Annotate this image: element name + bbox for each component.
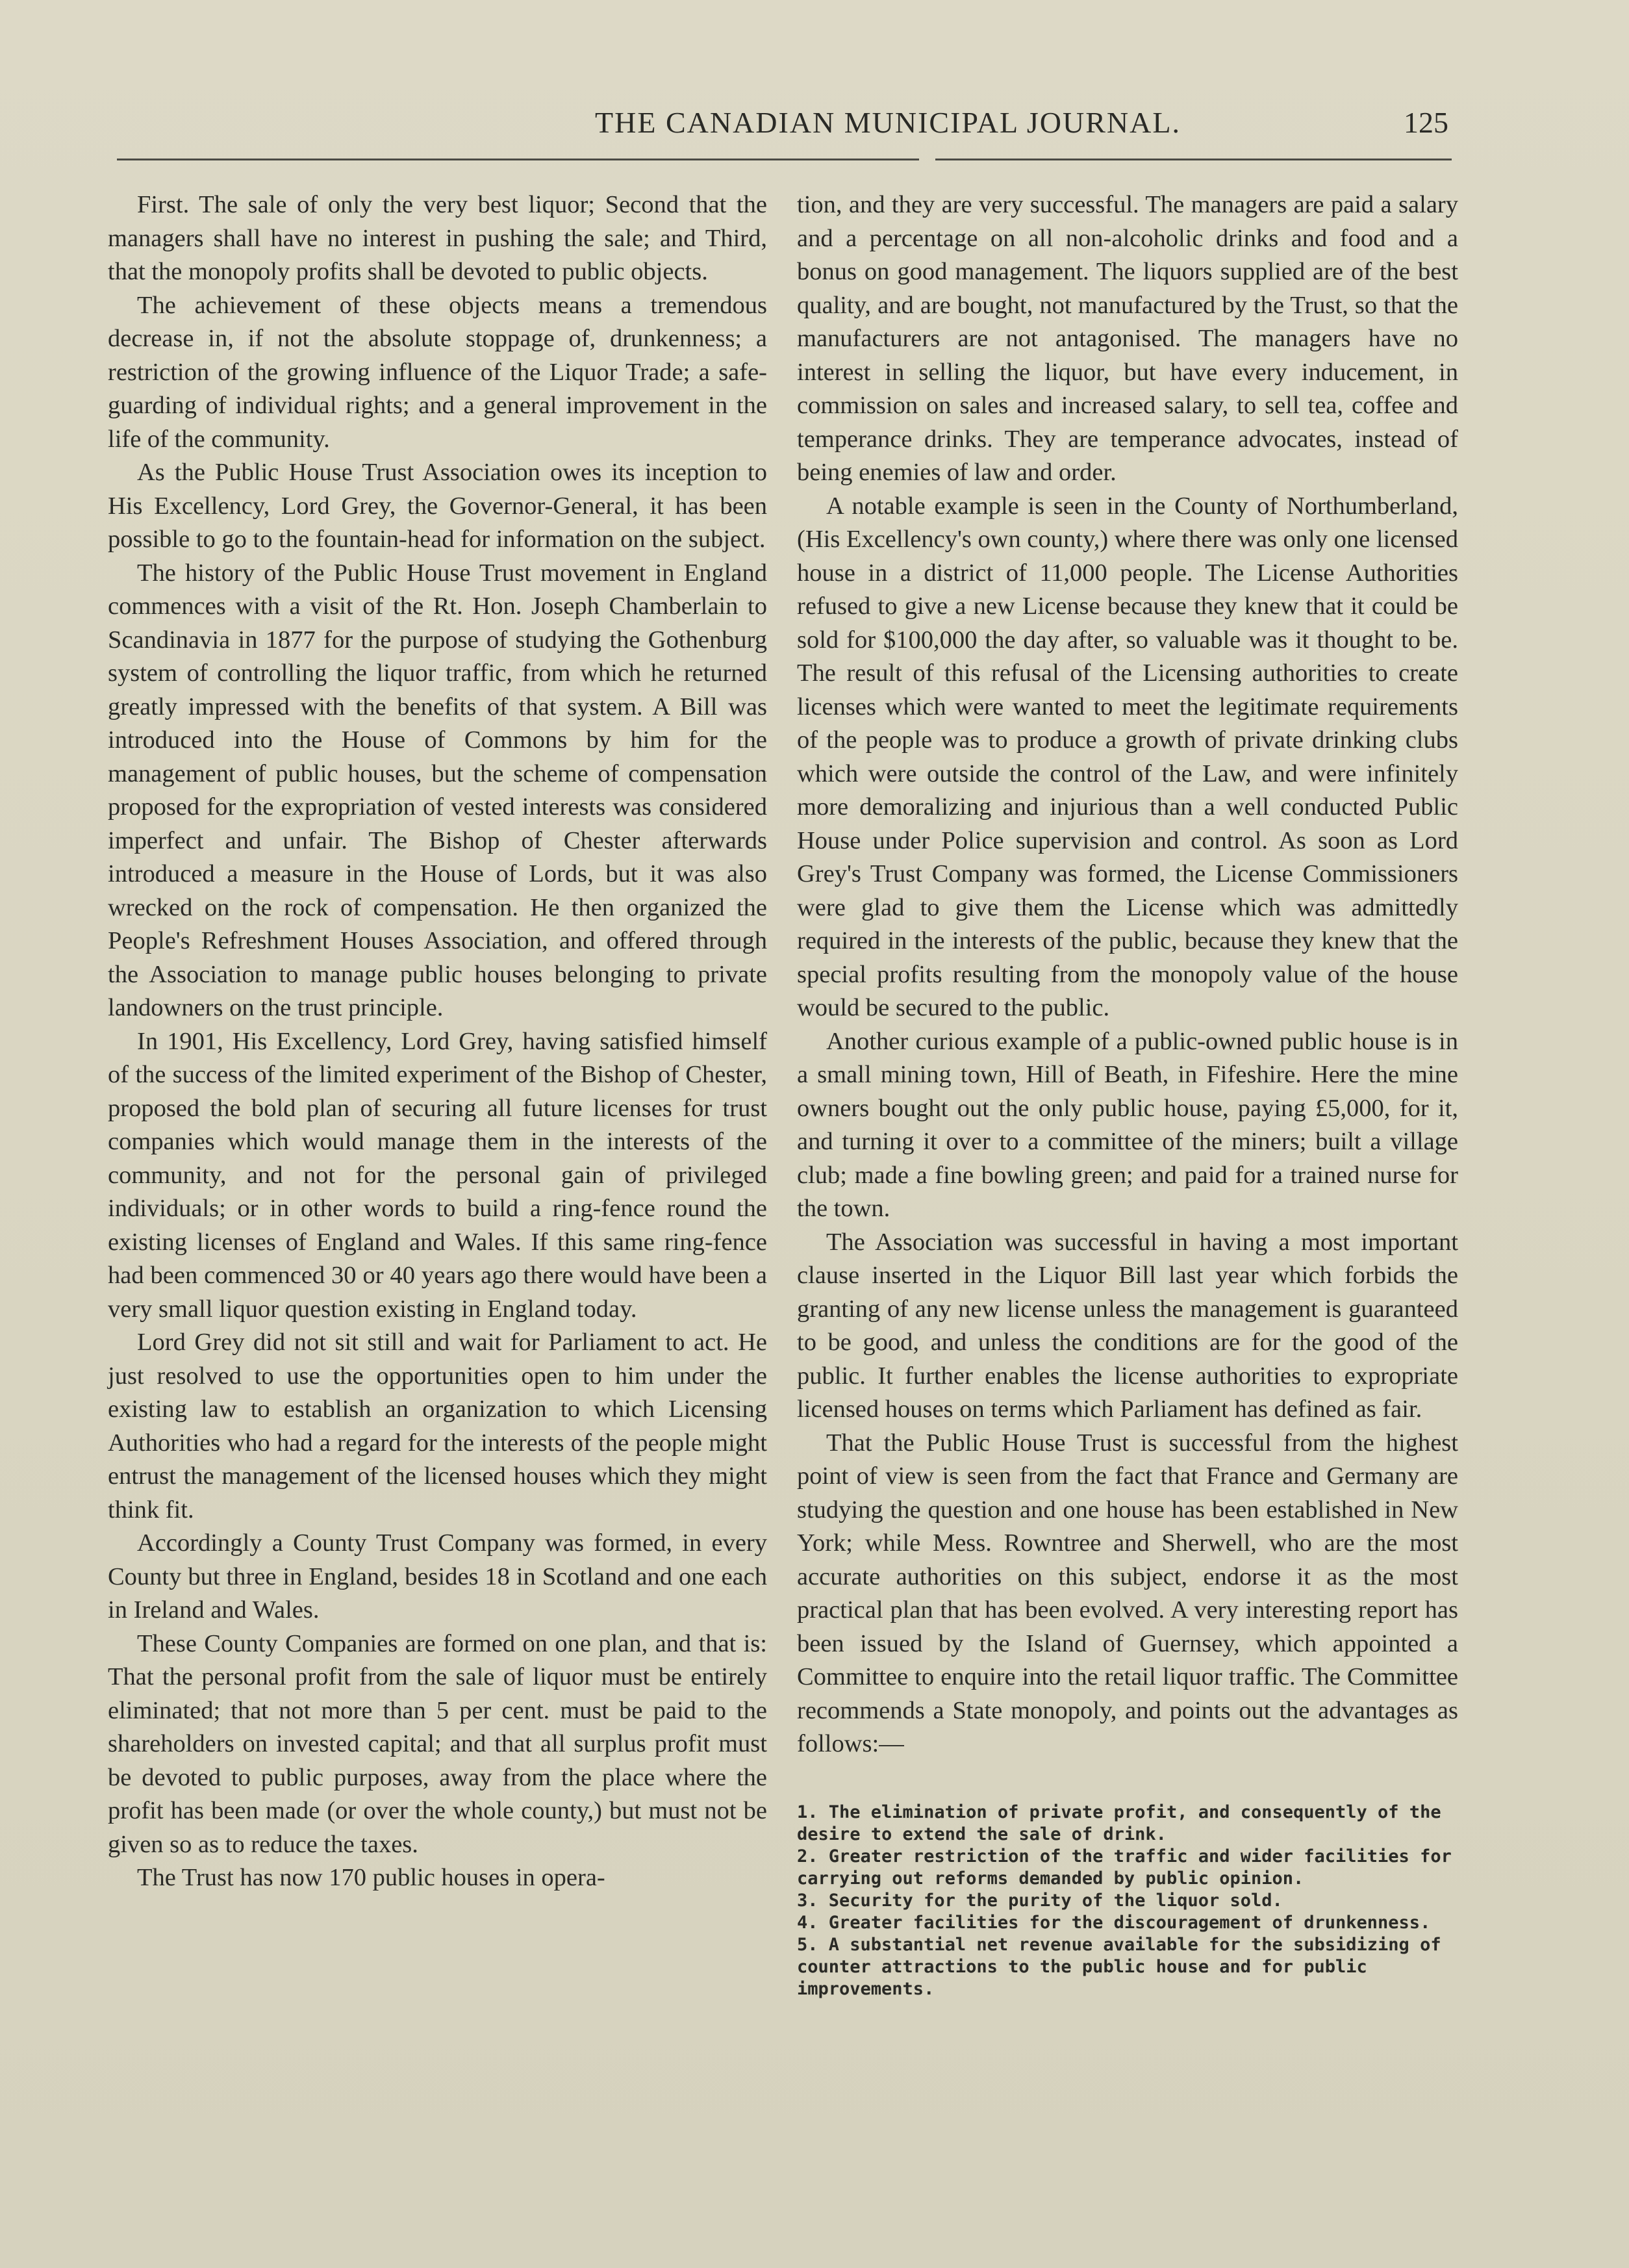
paragraph: As the Public House Trust Association owes its inception to His Excellency, Lord Grey, the Governor-General, it has been possible to go to the fountain-head for information on the subject. <box>108 459 767 553</box>
list-item: 1. The elimination of private profit, and consequently of the desire to extend the sale of drink. <box>797 1802 1441 1844</box>
paragraph: The achievement of these objects means a tremendous decrease in, if not the absolute stoppage of, drunkenness; a restriction of the growing influence of the Liquor Trade; a safe-guarding of individual rights; and a general improvement in the life of the community. <box>108 291 767 453</box>
header-rule-left <box>117 159 919 160</box>
list-item: 2. Greater restriction of the traffic and wider facilities for carrying out reforms demanded by public opinion. <box>797 1846 1452 1889</box>
paragraph: In 1901, His Excellency, Lord Grey, having satisfied himself of the success of the limited experiment of the Bishop of Chester, proposed the bold plan of securing all future licenses for trust companies which would manage them in the interests of the community, and not for the personal gain of privileged individuals; or in other words to build a ring-fence round the existing licenses of England and Wales. If this same ring-fence had been commenced 30 or 40 years ago there would have been a very small liquor question existing in England today. <box>108 1027 767 1323</box>
paragraph: The history of the Public House Trust movement in England commences with a visit of the Rt. Hon. Joseph Chamberlain to Scandinavia in 1877 for the purpose of studying the Gothenburg system of controlling the liquor traffic, from which he returned greatly impressed with the benefits of that system. A Bill was introduced into the House of Commons by him for the management of public houses, but the scheme of compensation proposed for the expropriation of vested interests was considered imperfect and unfair. The Bishop of Chester afterwards introduced a measure in the House of Lords, but it was also wrecked on the rock of compensation. He then organized the People's Refreshment Houses Association, and offered through the Association to manage public houses belonging to private landowners on the trust principle. <box>108 559 767 1021</box>
paragraph: The Trust has now 170 public houses in opera- <box>137 1864 605 1891</box>
paragraph: Lord Grey did not sit still and wait for Parliament to act. He just resolved to use the opportunities open to him under the existing law to establish an organization to which Licensing Authorities who had a regard for the interests of the people might entrust the management of the licensed houses which they might think fit. <box>108 1329 767 1523</box>
paragraph: tion, and they are very successful. The managers are paid a salary and a percentage on all non-alcoholic drinks and food and a bonus on good management. The liquors supplied are of the best quality, and are bought, not manufactured by the Trust, so that the manufacturers are not antagonised. The managers have no interest in selling the liquor, but have every inducement, in commission on sales and increased salary, to sell tea, coffee and temperance drinks. They are temperance advocates, instead of being enemies of law and order. <box>797 191 1458 486</box>
paragraph: That the Public House Trust is successful from the highest point of view is seen from the fact that France and Germany are studying the question and one house has been established in New York; while Mess. Rowntree and Sherwell, who are the most accurate authorities on this subject, endorse it as the most practical plan that has been evolved. A very interesting report has been issued by the Island of Guernsey, which appointed a Committee to enquire into the retail liquor traffic. The Committee recommends a State monopoly, and points out the advantages as follows:— <box>797 1429 1458 1757</box>
paragraph: The Association was successful in having a most important clause inserted in the Liquor Bill last year which forbids the granting of any new license unless the management is guaranteed to be good, and unless the conditions are for the good of the public. It further enables the license authorities to expropriate licensed houses on terms which Parliament has defined as fair. <box>797 1228 1458 1423</box>
left-column <box>108 188 767 1895</box>
paragraph: These County Companies are formed on one plan, and that is: That the personal profit from the sale of liquor must be entirely eliminated; that not more than 5 per cent. must be paid to the shareholders on invested capital; and that all surplus profit must be devoted to public purposes, away from the place where the profit has been made (or over the whole county,) but must not be given so as to reduce the taxes. <box>108 1629 767 1858</box>
advantages-list <box>797 1802 1458 2000</box>
paragraph: Another curious example of a public-owned public house is in a small mining town, Hill of Beath, in Fifeshire. Here the mine owners bought out the only public house, paying £5,000, for it, and turning it over to a committee of the miners; built a village club; made a fine bowling green; and paid for a trained nurse for the town. <box>797 1027 1458 1222</box>
paragraph: First. The sale of only the very best liquor; Second that the managers shall have no interest in pushing the sale; and Third, that the monopoly profits shall be devoted to public objects. <box>108 191 767 285</box>
page-number: 125 <box>1404 106 1448 139</box>
list-item: 5. A substantial net revenue available for the subsidizing of counter attractions to the public house and for public improvements. <box>797 1934 1441 1999</box>
right-column <box>797 188 1458 2000</box>
paragraph: Accordingly a County Trust Company was formed, in every County but three in England, besides 18 in Scotland and one each in Ireland and Wales. <box>108 1529 767 1624</box>
journal-title: THE CANADIAN MUNICIPAL JOURNAL. <box>595 106 1181 139</box>
paragraph: A notable example is seen in the County of Northumberland, (His Excellency's own county,) where there was only one licensed house in a district of 11,000 people. The License Authorities refused to give a new License because they knew that it could be sold for $100,000 the day after, so valuable was it thought to be. The result of this refusal of the Licensing authorities to create licenses which were wanted to meet the legitimate requirements of the people was to produce a growth of private drinking clubs which were outside the control of the Law, and were infinitely more demoralizing and injurious than a well conducted Public House under Police supervision and control. As soon as Lord Grey's Trust Company was formed, the License Commissioners were glad to give them the License which was admittedly required in the interests of the public, because they knew that the special profits resulting from the monopoly value of the house would be secured to the public. <box>797 492 1458 1021</box>
list-item: 3. Security for the purity of the liquor sold. <box>797 1890 1283 1911</box>
header-rule-right <box>935 159 1452 160</box>
list-item: 4. Greater facilities for the discouragement of drunkenness. <box>797 1912 1431 1933</box>
running-header <box>117 105 1452 151</box>
